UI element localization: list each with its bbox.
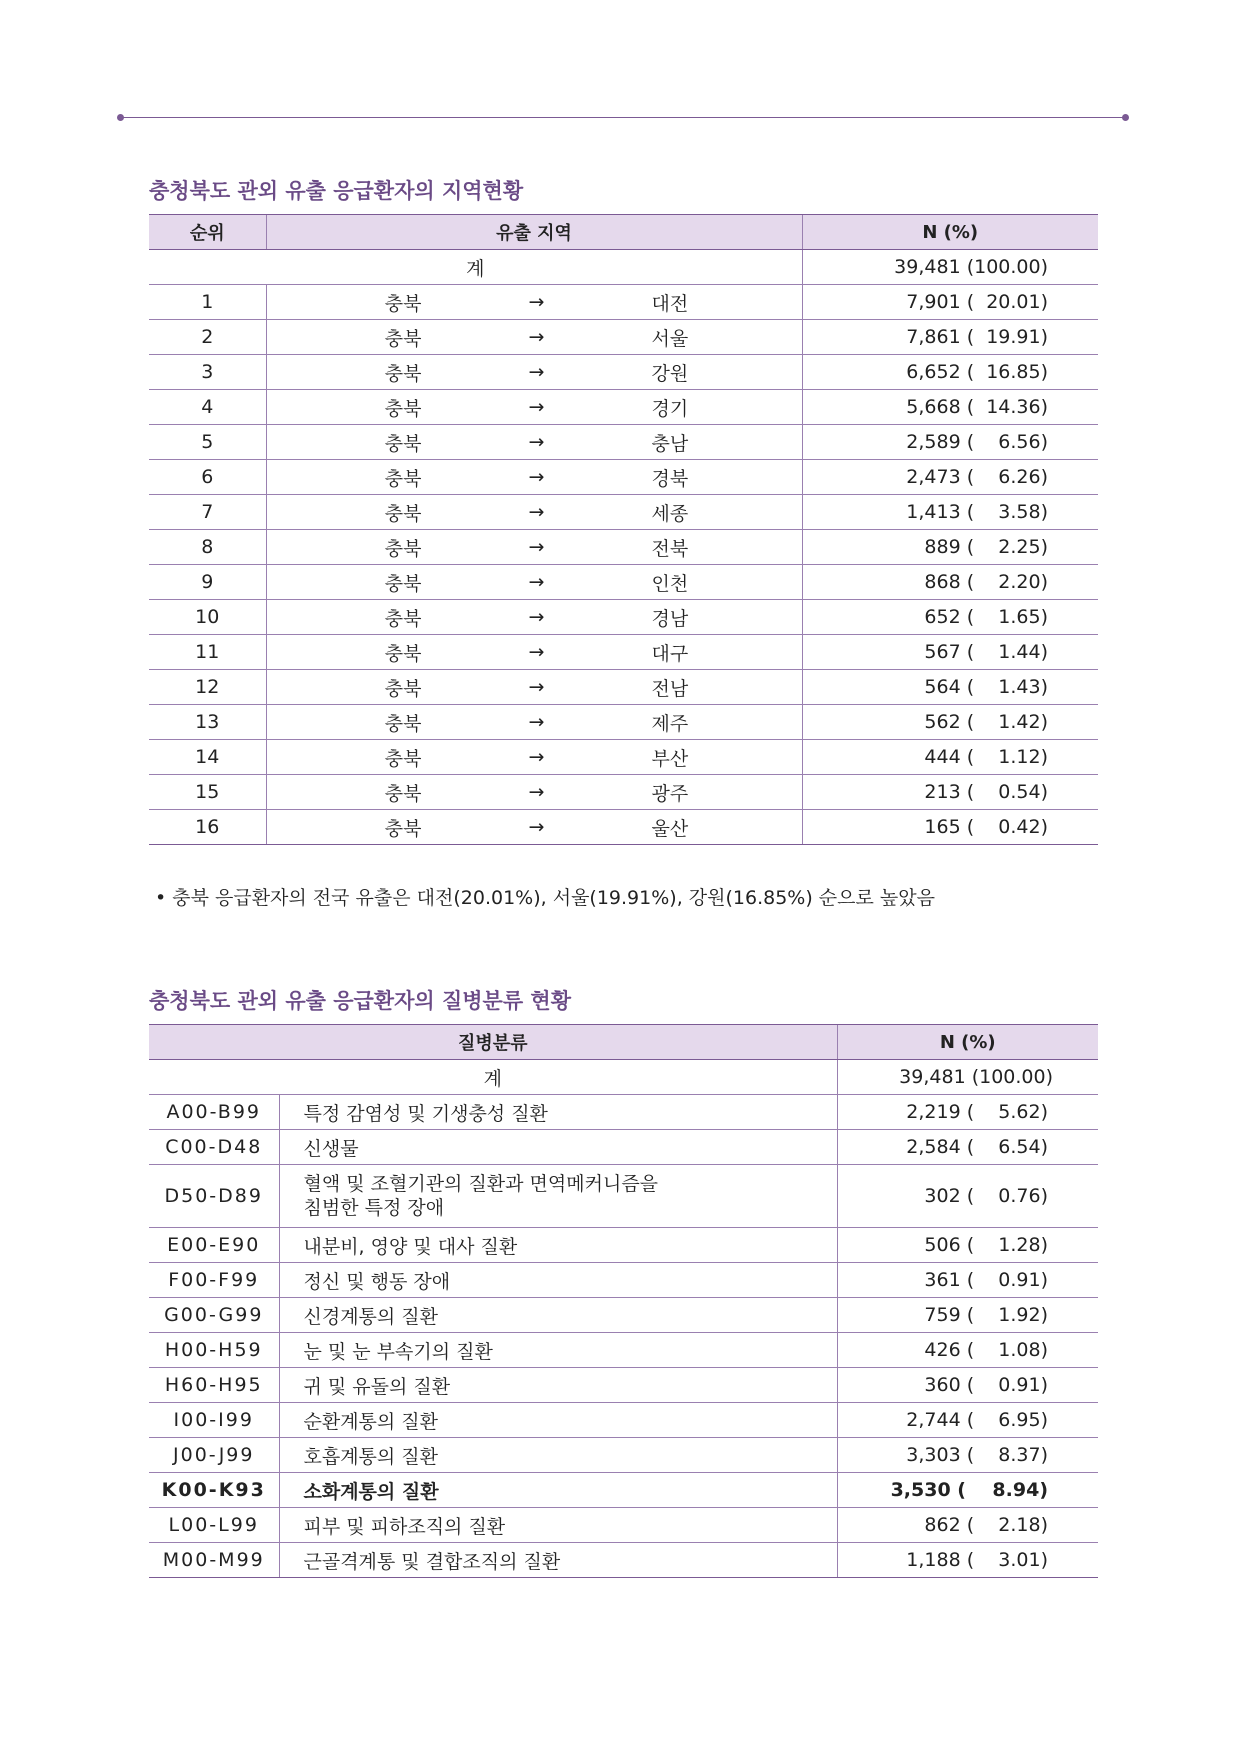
total-value: 39,481 (100.00) [802,250,1098,285]
region-flow [267,499,802,526]
value-cell: 868 ( 2.20) [802,565,1098,600]
table-row [149,1130,1098,1165]
region-table [149,214,1098,845]
rank-cell: 1 [149,285,266,320]
region-flow [267,569,802,596]
table-row [149,1368,1098,1403]
region-flow [267,324,802,351]
arrow-icon: → [528,536,545,558]
table-row [149,1438,1098,1473]
table-row [149,425,1098,460]
from-region: 충북 [384,362,422,385]
rank-cell: 4 [149,390,266,425]
table-row [149,1543,1098,1578]
disease-name: 호흡계통의 질환 [303,1445,439,1468]
region-flow [267,639,802,666]
table-row [149,740,1098,775]
disease-name: 신경계통의 질환 [303,1305,439,1328]
from-region: 충북 [384,432,422,455]
rank-cell: 10 [149,600,266,635]
region-cell [266,635,802,670]
divider-dot-right [1122,114,1129,121]
table-row [149,1298,1098,1333]
table-row [149,1508,1098,1543]
region-cell [266,530,802,565]
arrow-icon: → [528,501,545,523]
rank-cell: 9 [149,565,266,600]
region-cell [266,460,802,495]
disease-cell [279,1403,837,1438]
total-value: 39,481 (100.00) [837,1060,1098,1095]
disease-name: 소화계통의 질환 [303,1480,439,1503]
to-region: 세종 [651,502,689,525]
value-cell: 360 ( 0.91) [837,1368,1098,1403]
value-cell: 564 ( 1.43) [802,670,1098,705]
disease-cell [279,1130,837,1165]
from-region: 충북 [384,292,422,315]
table-row [149,355,1098,390]
from-region: 충북 [384,572,422,595]
rank-cell: 14 [149,740,266,775]
code-cell: F00-F99 [149,1263,279,1298]
value-cell: 506 ( 1.28) [837,1228,1098,1263]
arrow-icon: → [528,676,545,698]
rank-cell: 11 [149,635,266,670]
table-row [149,600,1098,635]
region-flow [267,534,802,561]
arrow-icon: → [528,571,545,593]
disease-cell [279,1368,837,1403]
from-region: 충북 [384,817,422,840]
arrow-icon: → [528,396,545,418]
table-row [149,1165,1098,1228]
disease-cell [279,1298,837,1333]
value-cell: 2,219 ( 5.62) [837,1095,1098,1130]
top-divider [120,117,1126,118]
to-region: 서울 [651,327,689,350]
rank-cell: 8 [149,530,266,565]
value-cell: 302 ( 0.76) [837,1165,1098,1228]
disease-name: 순환계통의 질환 [303,1410,439,1433]
value-cell: 652 ( 1.65) [802,600,1098,635]
divider-dot-left [117,114,124,121]
rank-cell: 6 [149,460,266,495]
to-region: 전남 [651,677,689,700]
total-label: 계 [149,1060,837,1095]
total-row [149,1060,1098,1095]
rank-cell: 5 [149,425,266,460]
arrow-icon: → [528,746,545,768]
rank-cell: 13 [149,705,266,740]
region-cell [266,390,802,425]
rank-cell: 12 [149,670,266,705]
value-cell: 2,473 ( 6.26) [802,460,1098,495]
disease-name: 특정 감염성 및 기생충성 질환 [303,1102,548,1125]
disease-cell [279,1263,837,1298]
disease-cell [279,1165,837,1228]
table-row [149,810,1098,845]
arrow-icon: → [528,431,545,453]
to-region: 광주 [651,782,689,805]
region-table-header [149,215,1098,250]
from-region: 충북 [384,782,422,805]
table-row [149,285,1098,320]
disease-table [149,1024,1098,1578]
disease-cell [279,1473,837,1508]
table2-title: 충청북도 관외 유출 응급환자의 질병분류 현황 [149,989,571,1013]
disease-name: 정신 및 행동 장애 [303,1270,451,1293]
value-cell: 759 ( 1.92) [837,1298,1098,1333]
from-region: 충북 [384,607,422,630]
region-flow [267,394,802,421]
arrow-icon: → [528,816,545,838]
value-cell: 1,413 ( 3.58) [802,495,1098,530]
rank-cell: 16 [149,810,266,845]
value-cell: 889 ( 2.25) [802,530,1098,565]
region-cell [266,600,802,635]
from-region: 충북 [384,327,422,350]
region-cell [266,565,802,600]
arrow-icon: → [528,606,545,628]
to-region: 부산 [651,747,689,770]
table-row [149,390,1098,425]
from-region: 충북 [384,397,422,420]
code-cell: J00-J99 [149,1438,279,1473]
value-cell: 7,861 ( 19.91) [802,320,1098,355]
arrow-icon: → [528,711,545,733]
region-flow [267,429,802,456]
disease-cell [279,1333,837,1368]
to-region: 인천 [651,572,689,595]
code-cell: C00-D48 [149,1130,279,1165]
disease-name: 신생물 [303,1137,359,1160]
region-cell [266,740,802,775]
region-cell [266,810,802,845]
code-cell: H60-H95 [149,1368,279,1403]
value-cell: 6,652 ( 16.85) [802,355,1098,390]
code-cell: A00-B99 [149,1095,279,1130]
value-cell: 213 ( 0.54) [802,775,1098,810]
region-flow [267,709,802,736]
disease-name: 근골격계통 및 결합조직의 질환 [303,1550,561,1573]
table-row [149,1333,1098,1368]
header-n: N (%) [837,1025,1098,1060]
rank-cell: 7 [149,495,266,530]
header-region: 유출 지역 [266,215,802,250]
from-region: 충북 [384,467,422,490]
rank-cell: 2 [149,320,266,355]
region-cell [266,775,802,810]
arrow-icon: → [528,466,545,488]
value-cell: 2,584 ( 6.54) [837,1130,1098,1165]
value-cell: 567 ( 1.44) [802,635,1098,670]
value-cell: 361 ( 0.91) [837,1263,1098,1298]
header-rank: 순위 [149,215,266,250]
disease-name: 혈액 및 조혈기관의 질환과 면역메커니즘을 [303,1173,659,1195]
to-region: 대전 [651,292,689,315]
code-cell: H00-H59 [149,1333,279,1368]
disease-cell [279,1508,837,1543]
disease-cell [279,1228,837,1263]
table1-title: 충청북도 관외 유출 응급환자의 지역현황 [149,179,524,203]
code-cell: G00-G99 [149,1298,279,1333]
value-cell: 5,668 ( 14.36) [802,390,1098,425]
rank-cell: 3 [149,355,266,390]
region-cell [266,285,802,320]
to-region: 강원 [651,362,689,385]
table-row [149,1263,1098,1298]
disease-name: 내분비, 영양 및 대사 질환 [303,1235,518,1258]
region-flow [267,814,802,841]
summary-note: • 충북 응급환자의 전국 유출은 대전(20.01%), 서울(19.91%), 강원(16.85%) 순으로 높았음 [155,887,935,909]
from-region: 충북 [384,677,422,700]
region-flow [267,464,802,491]
disease-table-header [149,1025,1098,1060]
region-cell [266,355,802,390]
arrow-icon: → [528,291,545,313]
from-region: 충북 [384,537,422,560]
value-cell: 3,530 ( 8.94) [837,1473,1098,1508]
disease-cell [279,1095,837,1130]
header-category: 질병분류 [149,1025,837,1060]
table-row [149,495,1098,530]
table-row [149,775,1098,810]
region-flow [267,359,802,386]
rank-cell: 15 [149,775,266,810]
region-cell [266,425,802,460]
header-n: N (%) [802,215,1098,250]
to-region: 대구 [651,642,689,665]
disease-name: 귀 및 유돌의 질환 [303,1375,451,1398]
table-row [149,1095,1098,1130]
to-region: 전북 [651,537,689,560]
from-region: 충북 [384,747,422,770]
disease-cell [279,1543,837,1578]
table-row [149,565,1098,600]
to-region: 경남 [651,607,689,630]
region-flow [267,744,802,771]
code-cell: L00-L99 [149,1508,279,1543]
total-label: 계 [149,250,802,285]
table-row [149,635,1098,670]
arrow-icon: → [528,326,545,348]
region-flow [267,289,802,316]
value-cell: 2,744 ( 6.95) [837,1403,1098,1438]
table-row [149,1473,1098,1508]
value-cell: 444 ( 1.12) [802,740,1098,775]
region-flow [267,604,802,631]
value-cell: 7,901 ( 20.01) [802,285,1098,320]
table-row [149,670,1098,705]
region-flow [267,779,802,806]
value-cell: 1,188 ( 3.01) [837,1543,1098,1578]
table-row [149,320,1098,355]
code-cell: M00-M99 [149,1543,279,1578]
code-cell: E00-E90 [149,1228,279,1263]
code-cell: D50-D89 [149,1165,279,1228]
disease-name-line2: 침범한 특정 장애 [303,1197,445,1219]
table-row [149,705,1098,740]
region-cell [266,670,802,705]
value-cell: 426 ( 1.08) [837,1333,1098,1368]
region-cell [266,495,802,530]
total-row [149,250,1098,285]
from-region: 충북 [384,712,422,735]
arrow-icon: → [528,361,545,383]
region-cell [266,320,802,355]
disease-cell [279,1438,837,1473]
value-cell: 2,589 ( 6.56) [802,425,1098,460]
arrow-icon: → [528,781,545,803]
from-region: 충북 [384,642,422,665]
disease-name: 피부 및 피하조직의 질환 [303,1515,506,1538]
to-region: 제주 [651,712,689,735]
to-region: 경기 [651,397,689,420]
value-cell: 562 ( 1.42) [802,705,1098,740]
region-cell [266,705,802,740]
region-flow [267,674,802,701]
code-cell: I00-I99 [149,1403,279,1438]
to-region: 경북 [651,467,689,490]
value-cell: 862 ( 2.18) [837,1508,1098,1543]
value-cell: 165 ( 0.42) [802,810,1098,845]
arrow-icon: → [528,641,545,663]
to-region: 충남 [651,432,689,455]
code-cell: K00-K93 [149,1473,279,1508]
to-region: 울산 [651,817,689,840]
value-cell: 3,303 ( 8.37) [837,1438,1098,1473]
table-row [149,1228,1098,1263]
disease-name: 눈 및 눈 부속기의 질환 [303,1340,493,1363]
table-row [149,530,1098,565]
table-row [149,1403,1098,1438]
from-region: 충북 [384,502,422,525]
table-row [149,460,1098,495]
